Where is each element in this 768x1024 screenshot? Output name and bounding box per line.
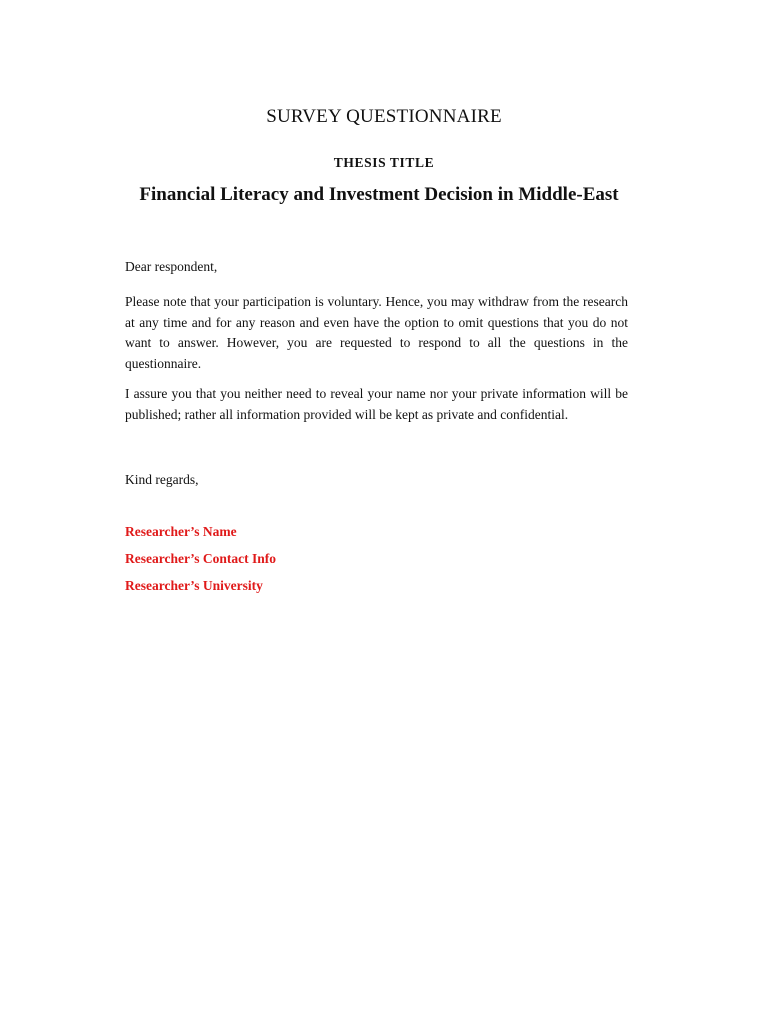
confidentiality-paragraph: I assure you that you neither need to reveal your name nor your private information will be published; rather all information provided will be kept as private and confidential.: [125, 386, 628, 422]
researcher-contact-info: Researcher’s Contact Info: [125, 551, 276, 566]
participation-paragraph: Please note that your participation is voluntary. Hence, you may withdraw from the research at any time and for any reason and even have the option to omit questions that you do not want to answer. However, you are requested to respond to all the questions in the questionnaire.: [125, 294, 628, 371]
closing: Kind regards,: [125, 472, 199, 487]
researcher-name: Researcher’s Name: [125, 524, 237, 539]
thesis-label: THESIS TITLE: [333, 155, 435, 170]
salutation: Dear respondent,: [125, 259, 218, 274]
document-title: SURVEY QUESTIONNAIRE: [266, 106, 502, 127]
thesis-title: Financial Literacy and Investment Decision in Middle-East: [139, 184, 619, 205]
researcher-university: Researcher’s University: [125, 578, 263, 593]
